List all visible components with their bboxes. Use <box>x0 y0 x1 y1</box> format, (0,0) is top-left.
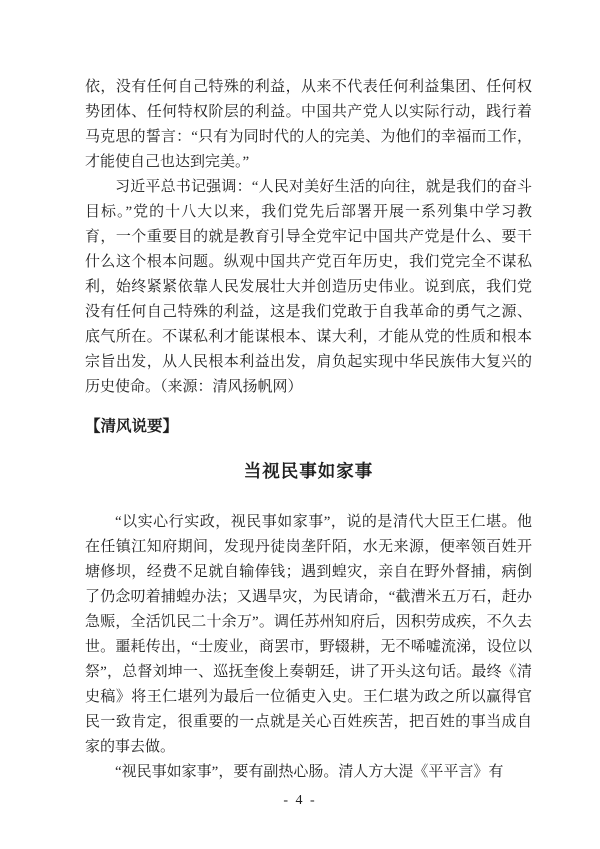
article-title: 当视民事如家事 <box>243 461 374 481</box>
page-number: - 4 - <box>283 793 317 808</box>
section-header: 【清风说要】 <box>85 418 179 435</box>
paragraph-continuation: 依，没有任何自己特殊的利益，从来不代表任何利益集团、任何权势团体、任何特权阶层的利益。中国共产党人以实际行动，践行着马克思的誓言：“只有为同时代的人的完美、为他们的幸福而工作，才能使自己也达到完美。” <box>85 79 532 170</box>
page-footer <box>0 791 600 809</box>
page-content <box>85 75 532 785</box>
paragraph-xi-remarks: 习近平总书记强调：“人民对美好生活的向往，就是我们的奋斗目标。”党的十八大以来，我们党先后部署开展一系列集中学习教育，一个重要目的就是教育引导全党牢记中国共产党是什么、要干什么这个根本问题。纵观中国共产党百年历史，我们党完全不谋私利，始终紧紧依靠人民发展壮大并创造历史伟业。说到底，我们党没有任何自己特殊的利益，这是我们党敢于自我革命的勇气之源、底气所在。不谋私利才能谋根本、谋大利，才能从党的性质和根本宗旨出发，从人民根本利益出发，肩负起实现中华民族伟大复兴的历史使命。（来源：清风扬帆网） <box>85 179 532 395</box>
paragraph-min-shi-closing: “视民事如家事”，要有副热心肠。清人方大湜《平平言》有 <box>115 764 504 780</box>
paragraph-wang-renkan-story: “以实心行实政，视民事如家事”，说的是清代大臣王仁堪。他在任镇江知府期间，发现丹徒岗垄阡陌，水无来源，便率领百姓开塘修坝，经费不足就自输俸钱；遇到蝗灾，亲自在野外督捕，病倒了仍念叨着捕蝗办法；又遇旱灾，为民请命，“截漕米五万石，赶办急赈，全活饥民二十余万”。调任苏州知府后，因积劳成疾，不久去世。噩耗传出，“士废业，商罢市，野辍耕，无不唏嘘流涕，设位以祭”，总督刘坤一、巡抚奎俊上奏朝廷，讲了开头这句话。最终《清史稿》将王仁堪列为最后一位循吏入史。王仁堪为政之所以赢得官民一致肯定，很重要的一点就是关心百姓疾苦，把百姓的事当成自家的事去做。 <box>85 514 532 755</box>
